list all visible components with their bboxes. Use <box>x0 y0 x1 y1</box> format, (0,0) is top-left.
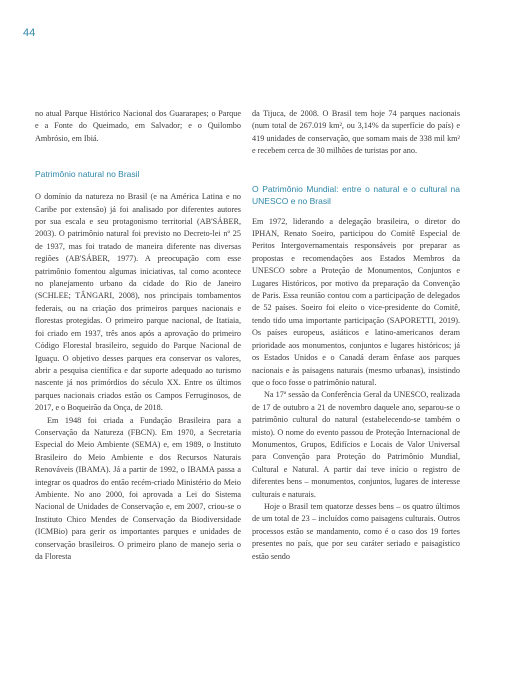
left-paragraph-2: Em 1948 foi criada a Fundação Brasileira para a Conservação da Natureza (FBCN). Em 1970, a Secretaria Especial do Meio Ambiente (SEMA) e, em 1989, o Instituto Brasileiro do Meio Ambiente e dos Recursos Naturais Renováveis (IBAMA). Já a partir de 1992, o IBAMA passa a integrar os quadros do então recém-criado Ministério do Meio Ambiente. No ano 2000, foi aprovada a Lei do Sistema Nacional de Unidades de Conservação e, em 2007, criou-se o Instituto Chico Mendes de Conservação da Biodiversidade (ICMBio) para gerir os importantes parques e unidades de conservação brasileiros. O primeiro plano de manejo seria o da Floresta <box>35 415 241 561</box>
page-number: 44 <box>23 27 36 39</box>
section-heading-world-heritage: O Patrimônio Mundial: entre o natural e o cultural na UNESCO e no Brasil <box>252 183 460 206</box>
section-heading-natural-heritage: Patrimônio natural no Brasil <box>35 169 140 180</box>
right-intro-paragraph: da Tijuca, de 2008. O Brasil tem hoje 74 parques nacionais (num total de 267.019 km², ou 3,14% da superfície do país) e 419 unidades de conservação, que somam mais de 338 mil km² e recebem cerca de 30 milhões de turistas por ano. <box>252 109 460 156</box>
right-column <box>252 108 460 563</box>
right-paragraph-3: Hoje o Brasil tem quatorze desses bens – os quatro últimos de um total de 23 – incluídos como paisagens culturais. Outros processos estão se mandamento, como é o caso dos 19 fortes presentes no país, que por seu caráter seriado e paisagístico estão sendo <box>252 501 460 561</box>
left-column <box>35 108 241 563</box>
right-paragraph-2: Na 17ª sessão da Conferência Geral da UNESCO, realizada de 17 de outubro a 21 de novembro daquele ano, separou-se o patrimônio cultural do natural (estabelecendo-se também o misto). O nome do evento passou de Proteção Internacional de Monumentos, Grupos, Edifícios e Locais de Valor Universal para Convenção para Proteção do Patrimônio Mundial, Cultural e Natural. A partir daí teve início o registro de diferentes bens – monumentos, conjuntos, lugares de interesse culturais e naturais. <box>252 390 460 499</box>
right-paragraph-1: Em 1972, liderando a delegação brasileira, o diretor do IPHAN, Renato Soeiro, participou do Comitê Especial de Peritos Intergovernamentais responsáveis por preparar as propostas e recomendações aos Estados Membros da UNESCO sobre a Proteção de Monumentos, Conjuntos e Lugares Históricos, por motivo da preparação da Convenção de Paris. Essa reunião contou com a participação de delegados de 52 países. Soeiro foi eleito o vice-presidente do Comitê, tendo tido uma importante participação (SAPORETTI, 2019). Os países europeus, asiáticos e latino-americanos deram prioridade aos monumentos, conjuntos e lugares históricos; já os Estados Unidos e o Canadá deram ênfase aos parques nacionais e às paisagens naturais (mesmo urbanas), insistindo que o foco fosse o patrimônio natural. <box>252 216 460 387</box>
left-paragraph-1: O domínio da natureza no Brasil (e na América Latina e no Caribe por extensão) já foi analisado por diferentes autores por sua escala e seu protagonismo territorial (AB'SÁBER, 2003). O patrimônio natural foi previsto no Decreto-lei nº 25 de 1937, mas foi tratado de maneira diferente nas diversas regiões (AB'SÁBER, 1977). A preocupação com esse patrimônio fomentou algumas iniciativas, tal como acontece no planejamento urbano da cidade do Rio de Janeiro (SCHLEE; TÂNGARI, 2008), nos principais tombamentos federais, ou na criação dos primeiros parques nacionais e florestas protegidas. O primeiro parque nacional, de Itatiaia, foi criado em 1937, três anos após a aprovação do primeiro Código Florestal brasileiro, seguido do Parque Nacional de Iguaçu. O objetivo desses parques era conservar os valores, abrir a pesquisa científica e dar suporte adequado ao turismo nascente já nos primórdios do século XX. Entre os últimos parques nacionais criados estão os Campos Ferruginosos, de 2017, e o Boqueirão da Onça, de 2018. <box>35 192 241 413</box>
left-intro-paragraph: no atual Parque Histórico Nacional dos Guararapes; o Parque e a Fonte do Queimado, em Salvador; e o Quilombo Ambrósio, em Ibiá. <box>35 109 241 143</box>
